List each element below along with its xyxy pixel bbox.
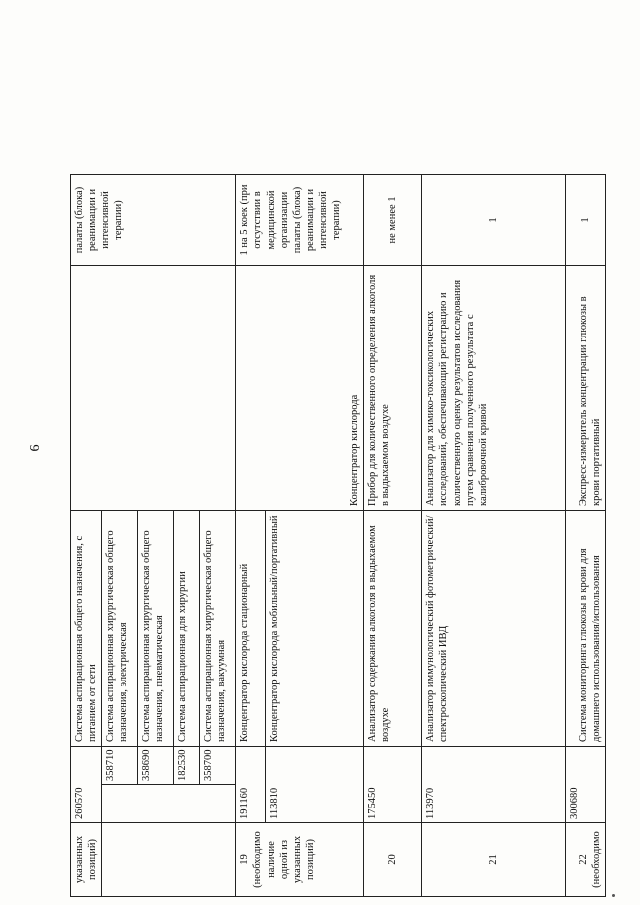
name-cell: Система аспирационная хирургическая общего назначения, электрическая (102, 511, 138, 747)
requirement-cell (71, 266, 236, 511)
name-cell: Концентратор кислорода стационарный (236, 511, 266, 747)
code-cell: 175450 (364, 747, 422, 823)
requirement-cell: Анализатор для химико-токсикологических исследований, обеспечивающий регистрацию и количественную оценку результатов исследования путем сравнения полученного результата с калибровочной кривой (422, 266, 566, 511)
table-row (71, 33, 102, 897)
name-cell: Система аспирационная хирургическая общего назначения, вакуумная (200, 511, 236, 747)
code-cell: 113970 (422, 747, 566, 823)
scan-mark (612, 894, 615, 897)
table-row (422, 33, 566, 897)
code-cell: 191160 (236, 747, 266, 823)
name-cell: Концентратор кислорода мобильный/портативный (266, 511, 364, 747)
row-number: указанных позиций) (71, 823, 102, 897)
requirement-cell: Прибор для количественного определения алкоголя в выдыхаемом воздухе (364, 266, 422, 511)
name-cell: Анализатор иммунологический фотометрический/спектроскопический ИВД (422, 511, 566, 747)
table-row (364, 33, 422, 897)
count-cell: 1 на 5 коек (при отсутствии в медицинской организации палаты (блока) реанимации и интенсивной терапии) (236, 175, 364, 266)
equipment-table (70, 33, 606, 898)
row-number: 20 (364, 823, 422, 897)
count-cell: 1 (566, 175, 606, 266)
table-row (566, 33, 606, 897)
row-number: 22 (необходимо (566, 823, 606, 897)
row-number: 21 (422, 823, 566, 897)
page-number: 6 (28, 444, 43, 452)
name-cell: Анализатор содержания алкоголя в выдыхаемом воздухе (364, 511, 422, 747)
code-cell: 113810 (266, 747, 364, 823)
count-cell: 1 (422, 175, 566, 266)
code-cell: 260570 (71, 747, 102, 823)
name-cell: Система аспирационная хирургическая общего назначения, пневматическая (138, 511, 174, 747)
code-cell: 182530 (174, 747, 200, 785)
code-cell: 358710 (102, 747, 138, 785)
requirement-cell: Концентратор кислорода (236, 266, 364, 511)
name-cell: Система мониторинга глюкозы в крови для домашнего использования/использования (566, 511, 606, 747)
requirement-cell: Экспресс-измеритель концентрации глюкозы в крови портативный (566, 266, 606, 511)
name-cell: Система аспирационная общего назначения, с питанием от сети (71, 511, 102, 747)
row-number: 19 (необходимо наличие одной из указанных позиций) (236, 823, 364, 897)
name-cell: Система аспирационная для хирургии (174, 511, 200, 747)
count-cell: не менее 1 (364, 175, 422, 266)
table-row (236, 33, 266, 897)
code-cell: 300680 (566, 747, 606, 823)
code-cell: 358690 (138, 747, 174, 785)
code-cell: 358700 (200, 747, 236, 785)
count-cell: палаты (блока) реанимации и интенсивной терапии) (71, 175, 236, 266)
